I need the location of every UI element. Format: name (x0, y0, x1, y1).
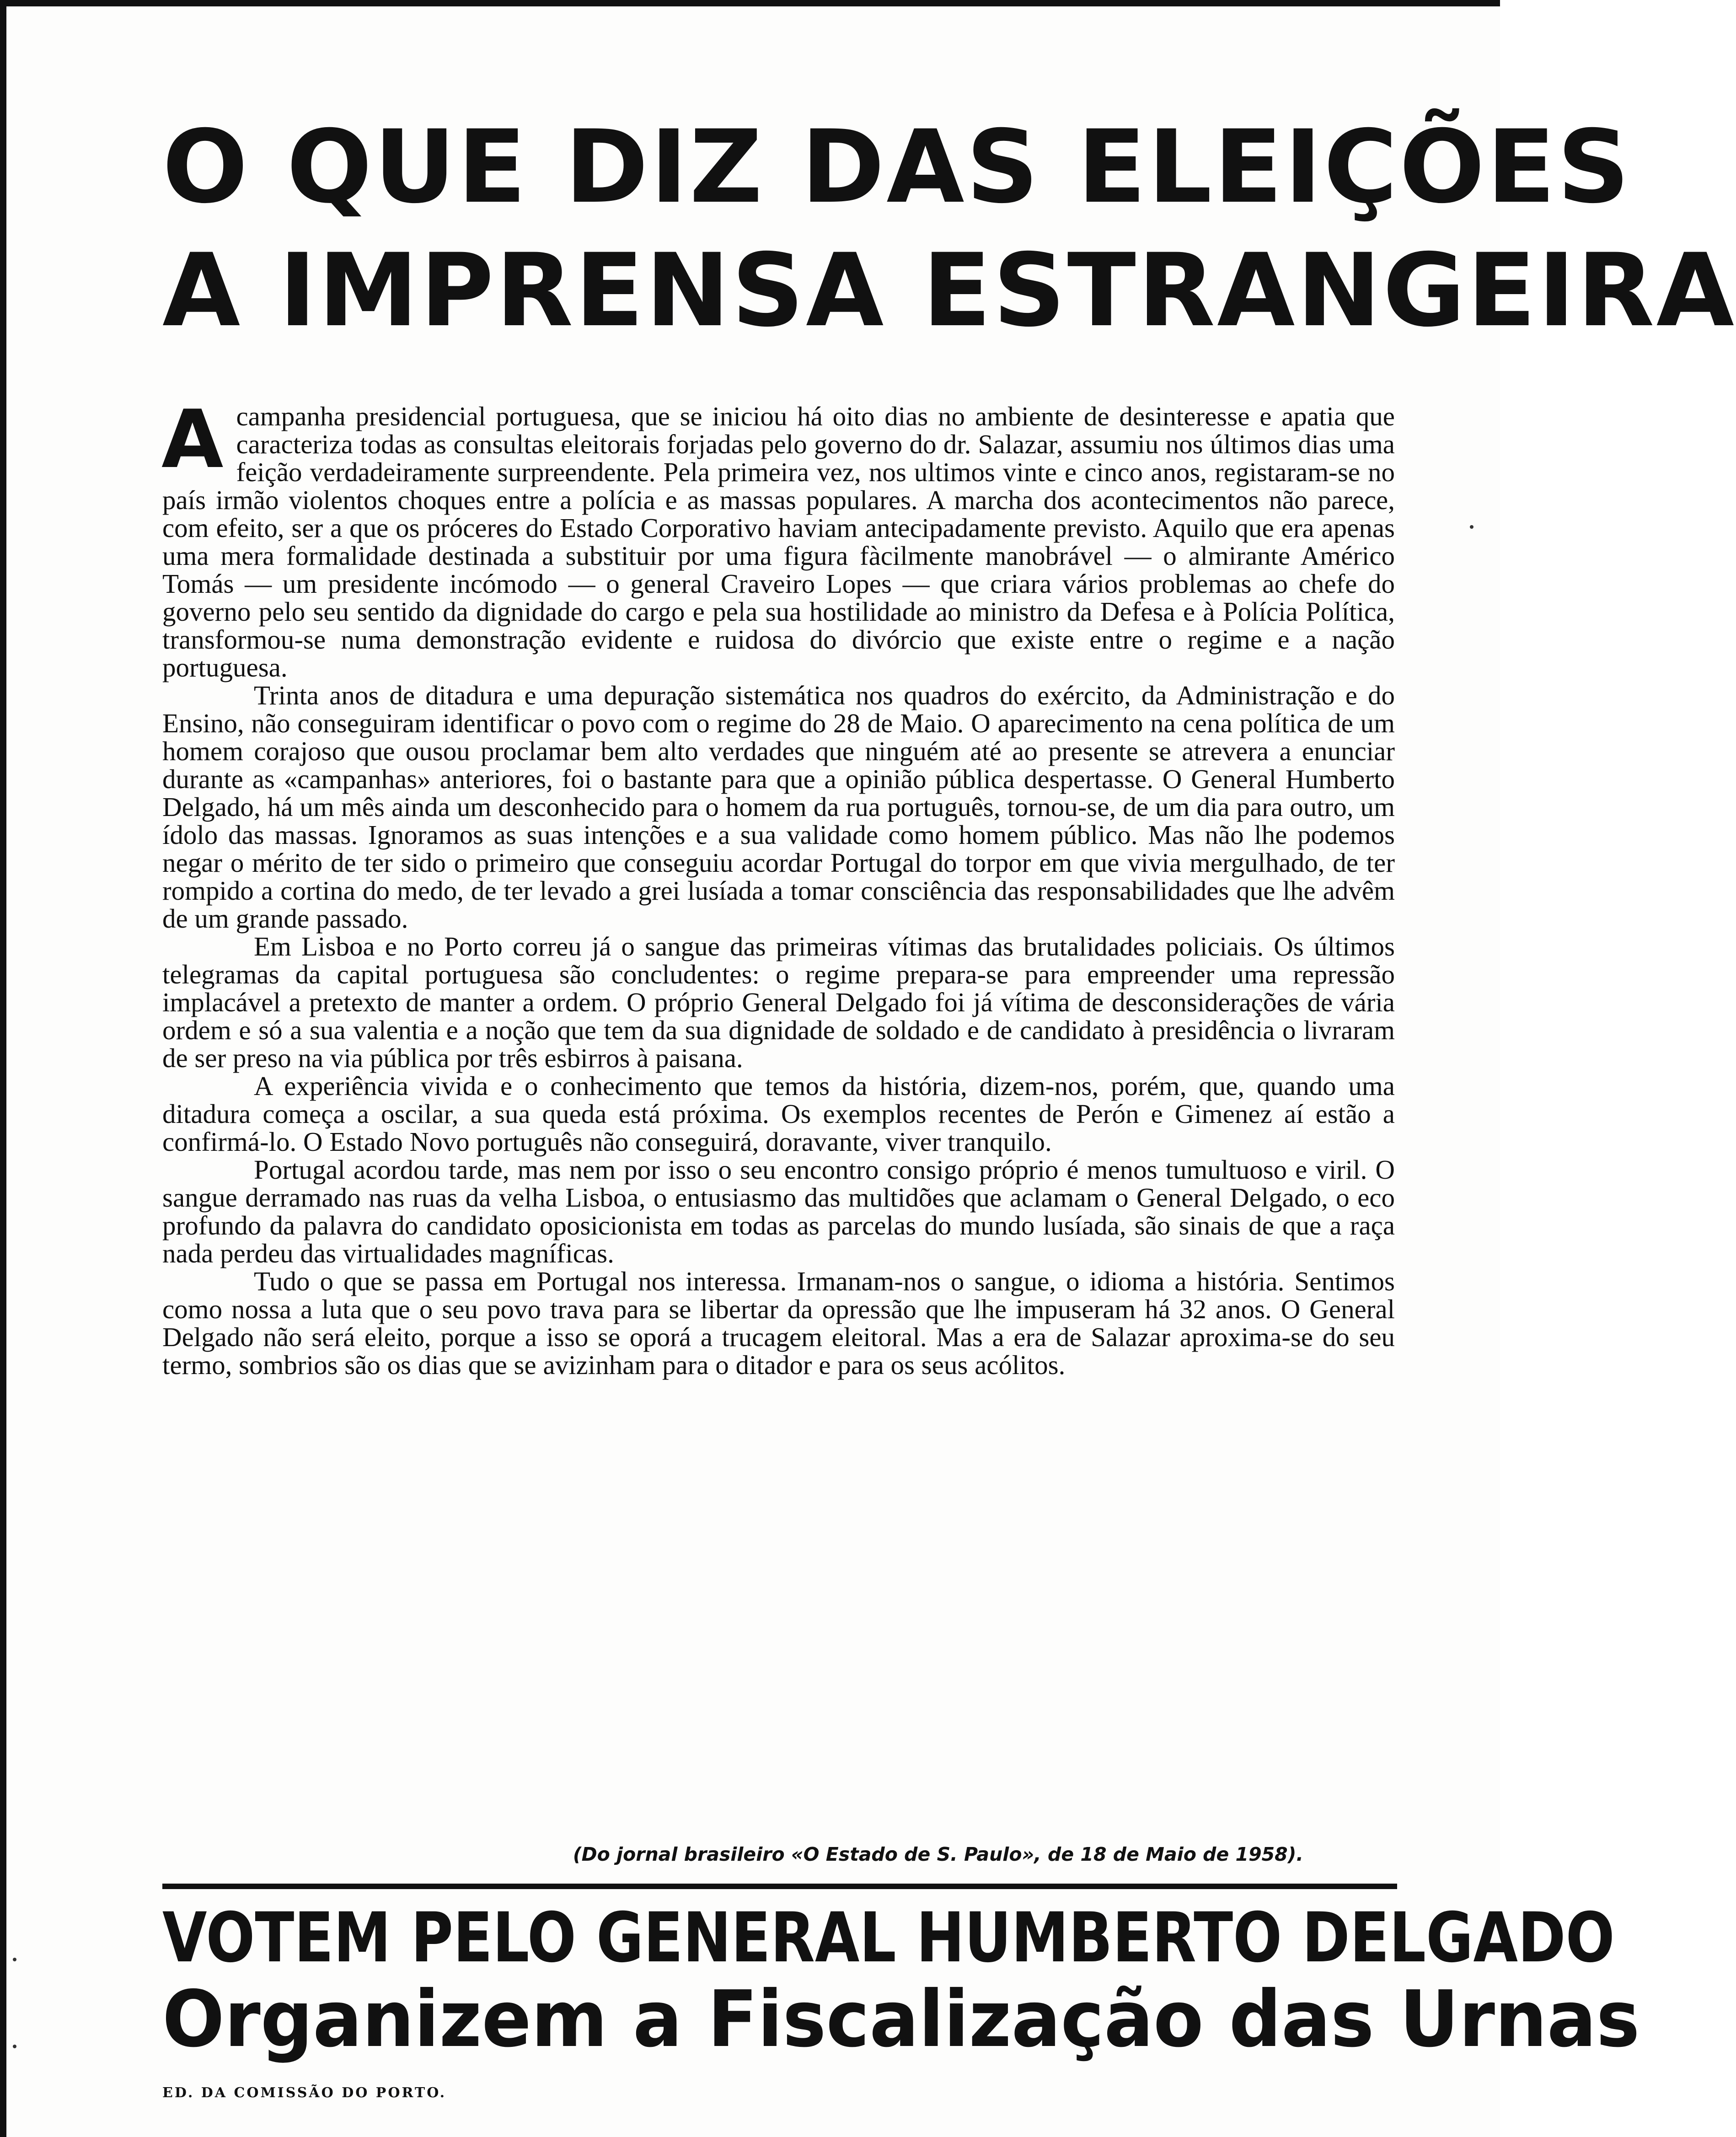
slogan-organize: Organizem a Fiscalização das Urnas (162, 1974, 1640, 2065)
article-paragraph-4: A experiência vivida e o conhecimento que temos da história, dizem-nos, porém, que, quando uma ditadura começa a oscilar, a sua queda está próxima. Os exemplos recentes de Perón e Gimenez aí estão a confirmá-lo. O Estado Novo português não conseguirá, doravante, viver tranquilo. (162, 1071, 1395, 1157)
print-speck (13, 1958, 16, 1961)
article-paragraph-5: Portugal acordou tarde, mas nem por isso o seu encontro consigo próprio é menos tumultuoso e viril. O sangue derramado nas ruas da velha Lisboa, o entusiasmo das multidões que aclamam o General Delgado, o eco profundo da palavra do candidato oposicionista em todas as parcelas do mundo lusíada, são sinais de que a raça nada perdeu das virtualidades magníficas. (162, 1154, 1395, 1268)
article-paragraph-1 (161, 393, 1395, 682)
article-paragraph-1-text: campanha presidencial portuguesa, que se iniciou há oito dias no ambiente de desinteresse e apatia que caracteriza todas as consultas eleitorais forjadas pelo governo do dr. Salazar, assumiu nos últimos dias uma feição verdadeiramente surpreendente. Pela primeira vez, nos ultimos vinte e cinco anos, registaram-se no país irmão violentos choques entre a polícia e as massas populares. A marcha dos acontecimentos não parece, com efeito, ser a que os próceres do Estado Corporativo haviam antecipadamente previsto. Aquilo que era apenas uma mera formalidade destinada a substituir por uma figura fàcilmente manobrável — o almirante Américo Tomás — um presidente incómodo — o general Craveiro Lopes — que criara vários problemas ao chefe do governo pelo seu sentido da dignidade do cargo e pela sua hostilidade ao ministro da Defesa e à Polícia Política, transformou-se numa demonstração evidente e ruidosa do divórcio que existe entre o regime e a nação portuguesa. (162, 401, 1395, 682)
drop-cap: A (161, 393, 224, 486)
headline-line-1: O QUE DIZ DAS ELEIÇÕES (162, 108, 1632, 226)
slogan-vote: VOTEM PELO GENERAL HUMBERTO DELGADO (162, 1898, 1615, 1978)
article-paragraph-3: Em Lisboa e no Porto correu já o sangue das primeiras vítimas das brutalidades policiais. Os últimos telegramas da capital portuguesa são concludentes: o regime prepara-se para empreender uma repressão implacável a pretexto de manter a ordem. O próprio General Delgado foi já vítima de desconsiderações de vária ordem e só a sua valentia e a noção que tem da sua dignidade de soldado e de candidato à presidência o livraram de ser preso na via pública por três esbirros à paisana. (162, 931, 1395, 1073)
article-paragraph-6: Tudo o que se passa em Portugal nos interessa. Irmanam-nos o sangue, o idioma a história. Sentimos como nossa a luta que o seu povo trava para se libertar da opressão que lhe impuseram há 32 anos. O General Delgado não será eleito, porque a isso se oporá a trucagem eleitoral. Mas a era de Salazar aproxima-se do seu termo, sombrios são os dias que se avizinham para o ditador e para os seus acólitos. (162, 1266, 1395, 1380)
source-credit: (Do jornal brasileiro «O Estado de S. Paulo», de 18 de Maio de 1958). (573, 1843, 1303, 1865)
print-speck (1470, 525, 1473, 529)
headline-line-2: A IMPRENSA ESTRANGEIRA (162, 232, 1736, 349)
headline (162, 105, 1736, 352)
imprint: ED. DA COMISSÃO DO PORTO. (162, 2085, 447, 2101)
frame-top-border (0, 0, 1500, 6)
article-paragraph-2: Trinta anos de ditadura e uma depuração sistemática nos quadros do exército, da Administração e do Ensino, não conseguiram identificar o povo com o regime do 28 de Maio. O aparecimento na cena política de um homem corajoso que ousou proclamar bem alto verdades que ninguém até ao presente se atrevera a enunciar durante as «campanhas» anteriores, foi o bastante para que a opinião pública despertasse. O General Humberto Delgado, há um mês ainda um desconhecido para o homem da rua português, tornou-se, de um dia para outro, um ídolo das massas. Ignoramos as suas intenções e a sua validade como homem público. Mas não lhe podemos negar o mérito de ter sido o primeiro que conseguiu acordar Portugal do torpor em que vivia mergulhado, de ter rompido a cortina do medo, de ter levado a grei lusíada a tomar consciência das responsabilidades que lhe advêm de um grande passado. (162, 680, 1395, 934)
divider-rule (162, 1884, 1397, 1889)
article-body (161, 393, 1395, 1380)
print-speck (13, 2045, 16, 2048)
frame-left-border (0, 0, 6, 2137)
